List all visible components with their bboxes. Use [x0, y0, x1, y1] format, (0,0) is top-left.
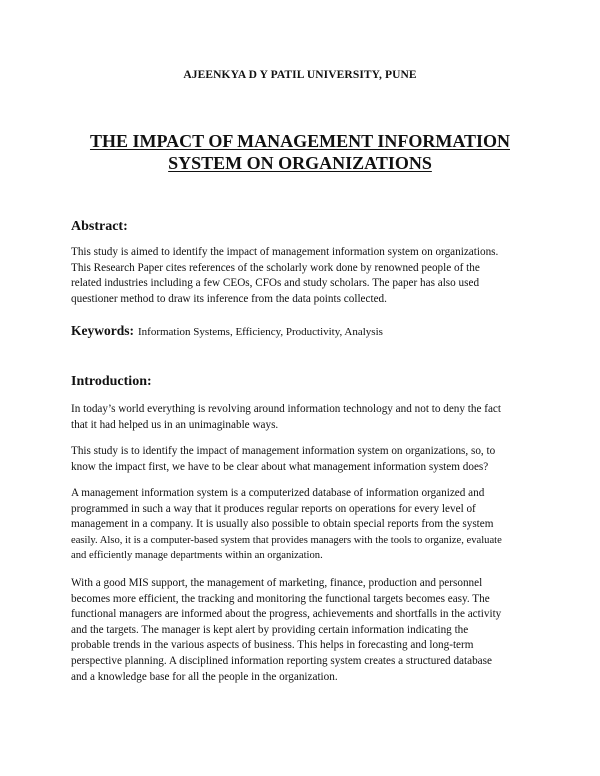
intro-p4-line-7: and a knowledge base for all the people in the organization. — [71, 670, 338, 683]
keywords-label: Keywords: — [71, 323, 134, 338]
keywords-line — [71, 322, 383, 340]
university-name: AJEENKYA D Y PATIL UNIVERSITY, PUNE — [183, 69, 417, 81]
intro-p4-line-1: With a good MIS support, the management of marketing, finance, production and personnel — [71, 577, 483, 589]
paper-title-line-1: THE IMPACT OF MANAGEMENT INFORMATION — [89, 131, 510, 151]
introduction-heading: Introduction: — [71, 374, 152, 389]
paper-title-line-2: SYSTEM ON ORGANIZATIONS — [168, 153, 432, 173]
intro-p4-line-2: becomes more efficient, the tracking and monitoring the functional targets becomes easy. The — [71, 592, 490, 605]
intro-p3-line-4: easily. Also, it is a computer-based system that provides managers with the tools to organize, evaluate — [71, 534, 502, 546]
intro-paragraph-2 — [71, 444, 541, 475]
intro-p4-line-6: perspective planning. A disciplined information reporting system creates a structured database — [71, 654, 492, 667]
abstract-line-1: This study is aimed to identify the impact of management information system on organizations. — [71, 246, 499, 258]
intro-p2-line-2: know the impact first, we have to be clear about what management information system does? — [71, 460, 489, 473]
abstract-line-4: questioner method to draw its inference from the data points collected. — [71, 292, 387, 305]
keywords-text: Information Systems, Efficiency, Productivity, Analysis — [138, 326, 383, 338]
intro-p1-line-1: In today’s world everything is revolving around information technology and not to deny the fact — [71, 403, 501, 415]
abstract-paragraph — [71, 245, 541, 307]
intro-p4-line-5: probable trends in the various aspects of business. This helps in forecasting and long-term — [71, 639, 474, 652]
paper-title — [40, 130, 560, 174]
intro-paragraph-4 — [71, 576, 541, 685]
intro-p2-line-1: This study is to identify the impact of management information system on organizations, so, to — [71, 445, 496, 457]
intro-paragraph-1 — [71, 402, 541, 433]
intro-p4-line-4: and the targets. The manager is kept alert by providing certain information indicating the — [71, 623, 469, 636]
intro-p3-line-1: A management information system is a computerized database of information organized and — [71, 487, 485, 499]
intro-p3-line-3: management in a company. It is usually also possible to obtain special reports from the system — [71, 518, 494, 531]
abstract-line-3: related industries including a few CEOs, CFOs and study scholars. The paper has also used — [71, 277, 480, 290]
intro-p3-line-2: programmed in such a way that it produces regular reports on operations for every level of — [71, 502, 476, 515]
abstract-heading: Abstract: — [71, 219, 128, 234]
intro-p4-line-3: functional managers are informed about the progress, achievements and shortfalls in the activity — [71, 608, 502, 621]
intro-p3-line-5: and efficiently manage departments within an organization. — [71, 550, 323, 562]
abstract-line-2: This Research Paper cites references of the scholarly work done by renowned people of the — [71, 261, 480, 274]
intro-paragraph-3 — [71, 486, 541, 564]
intro-p1-line-2: that it had helped us in an unimaginable ways. — [71, 418, 279, 431]
